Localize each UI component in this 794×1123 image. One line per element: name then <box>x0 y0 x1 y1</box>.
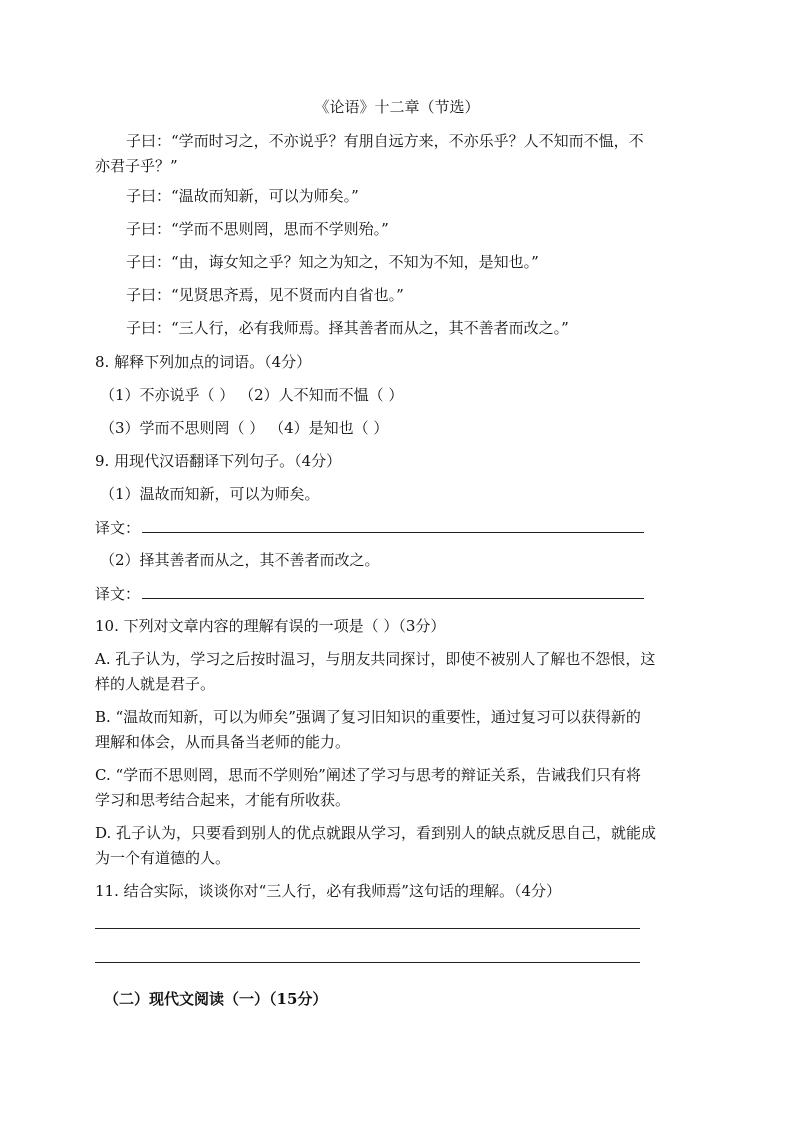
answer-label: 译文： <box>95 519 141 537</box>
answer-rule-1[interactable] <box>95 928 640 929</box>
option-a-line-2: 样的人就是君子。 <box>95 675 216 693</box>
passage-line-6: 子曰：“见贤思齐焉，见不贤而内自省也。” <box>126 286 404 304</box>
option-c-line-1: C. “学而不思则罔，思而不学则殆”阐述了学习与思考的辩证关系，告诫我们只有将 <box>95 766 641 784</box>
option-d-line-1: D. 孔子认为，只要看到别人的优点就跟从学习，看到别人的缺点就反思自己，就能成 <box>95 824 657 842</box>
answer-label: 译文： <box>95 585 141 603</box>
passage-line-5: 子曰：“由，诲女知之乎？知之为知之，不知为不知，是知也。” <box>126 253 539 271</box>
question-11-prompt: 11. 结合实际，谈谈你对“三人行，必有我师焉”这句话的理解。（4分） <box>95 882 562 900</box>
question-8-row-1: （1）不亦说乎（ ） （2）人不知而不愠（ ） <box>100 386 404 404</box>
answer-line-2[interactable] <box>95 582 644 605</box>
passage-line-7: 子曰：“三人行，必有我师焉。择其善者而从之，其不善者而改之。” <box>126 319 569 337</box>
section-heading: （二）现代文阅读（一）（15分） <box>104 990 328 1008</box>
answer-line-1[interactable] <box>95 516 644 539</box>
question-8-row-2: （3）学而不思则罔（ ） （4）是知也（ ） <box>100 419 389 437</box>
answer-rule-2[interactable] <box>95 962 640 963</box>
passage-title: 《论语》十二章（节选） <box>314 98 480 116</box>
answer-blank[interactable] <box>142 582 644 599</box>
passage-line-4: 子曰：“学而不思则罔，思而不学则殆。” <box>126 220 389 238</box>
passage-line-1: 子曰：“学而时习之，不亦说乎？有朋自远方来，不亦乐乎？人不知而不愠，不 <box>126 132 644 150</box>
option-b-line-1: B. “温故而知新，可以为师矣”强调了复习旧知识的重要性，通过复习可以获得新的 <box>95 708 641 726</box>
option-d-line-2: 为一个有道德的人。 <box>95 849 231 867</box>
passage-line-3: 子曰：“温故而知新，可以为师矣。” <box>126 187 359 205</box>
question-9-sentence-2: （2）择其善者而从之，其不善者而改之。 <box>100 551 380 569</box>
option-c-line-2: 学习和思考结合起来，才能有所收获。 <box>95 791 351 809</box>
question-9-prompt: 9. 用现代汉语翻译下列句子。（4分） <box>95 452 342 470</box>
option-b-line-2: 理解和体会，从而具备当老师的能力。 <box>95 733 351 751</box>
option-a-line-1: A. 孔子认为，学习之后按时温习，与朋友共同探讨，即使不被别人了解也不怨恨，这 <box>95 650 656 668</box>
question-9-sentence-1: （1）温故而知新，可以为师矣。 <box>100 485 320 503</box>
question-8-prompt: 8. 解释下列加点的词语。（4分） <box>95 353 312 371</box>
question-10-prompt: 10. 下列对文章内容的理解有误的一项是（ ）（3分） <box>95 617 446 635</box>
passage-line-2: 亦君子乎？” <box>95 157 178 175</box>
answer-blank[interactable] <box>142 516 644 533</box>
